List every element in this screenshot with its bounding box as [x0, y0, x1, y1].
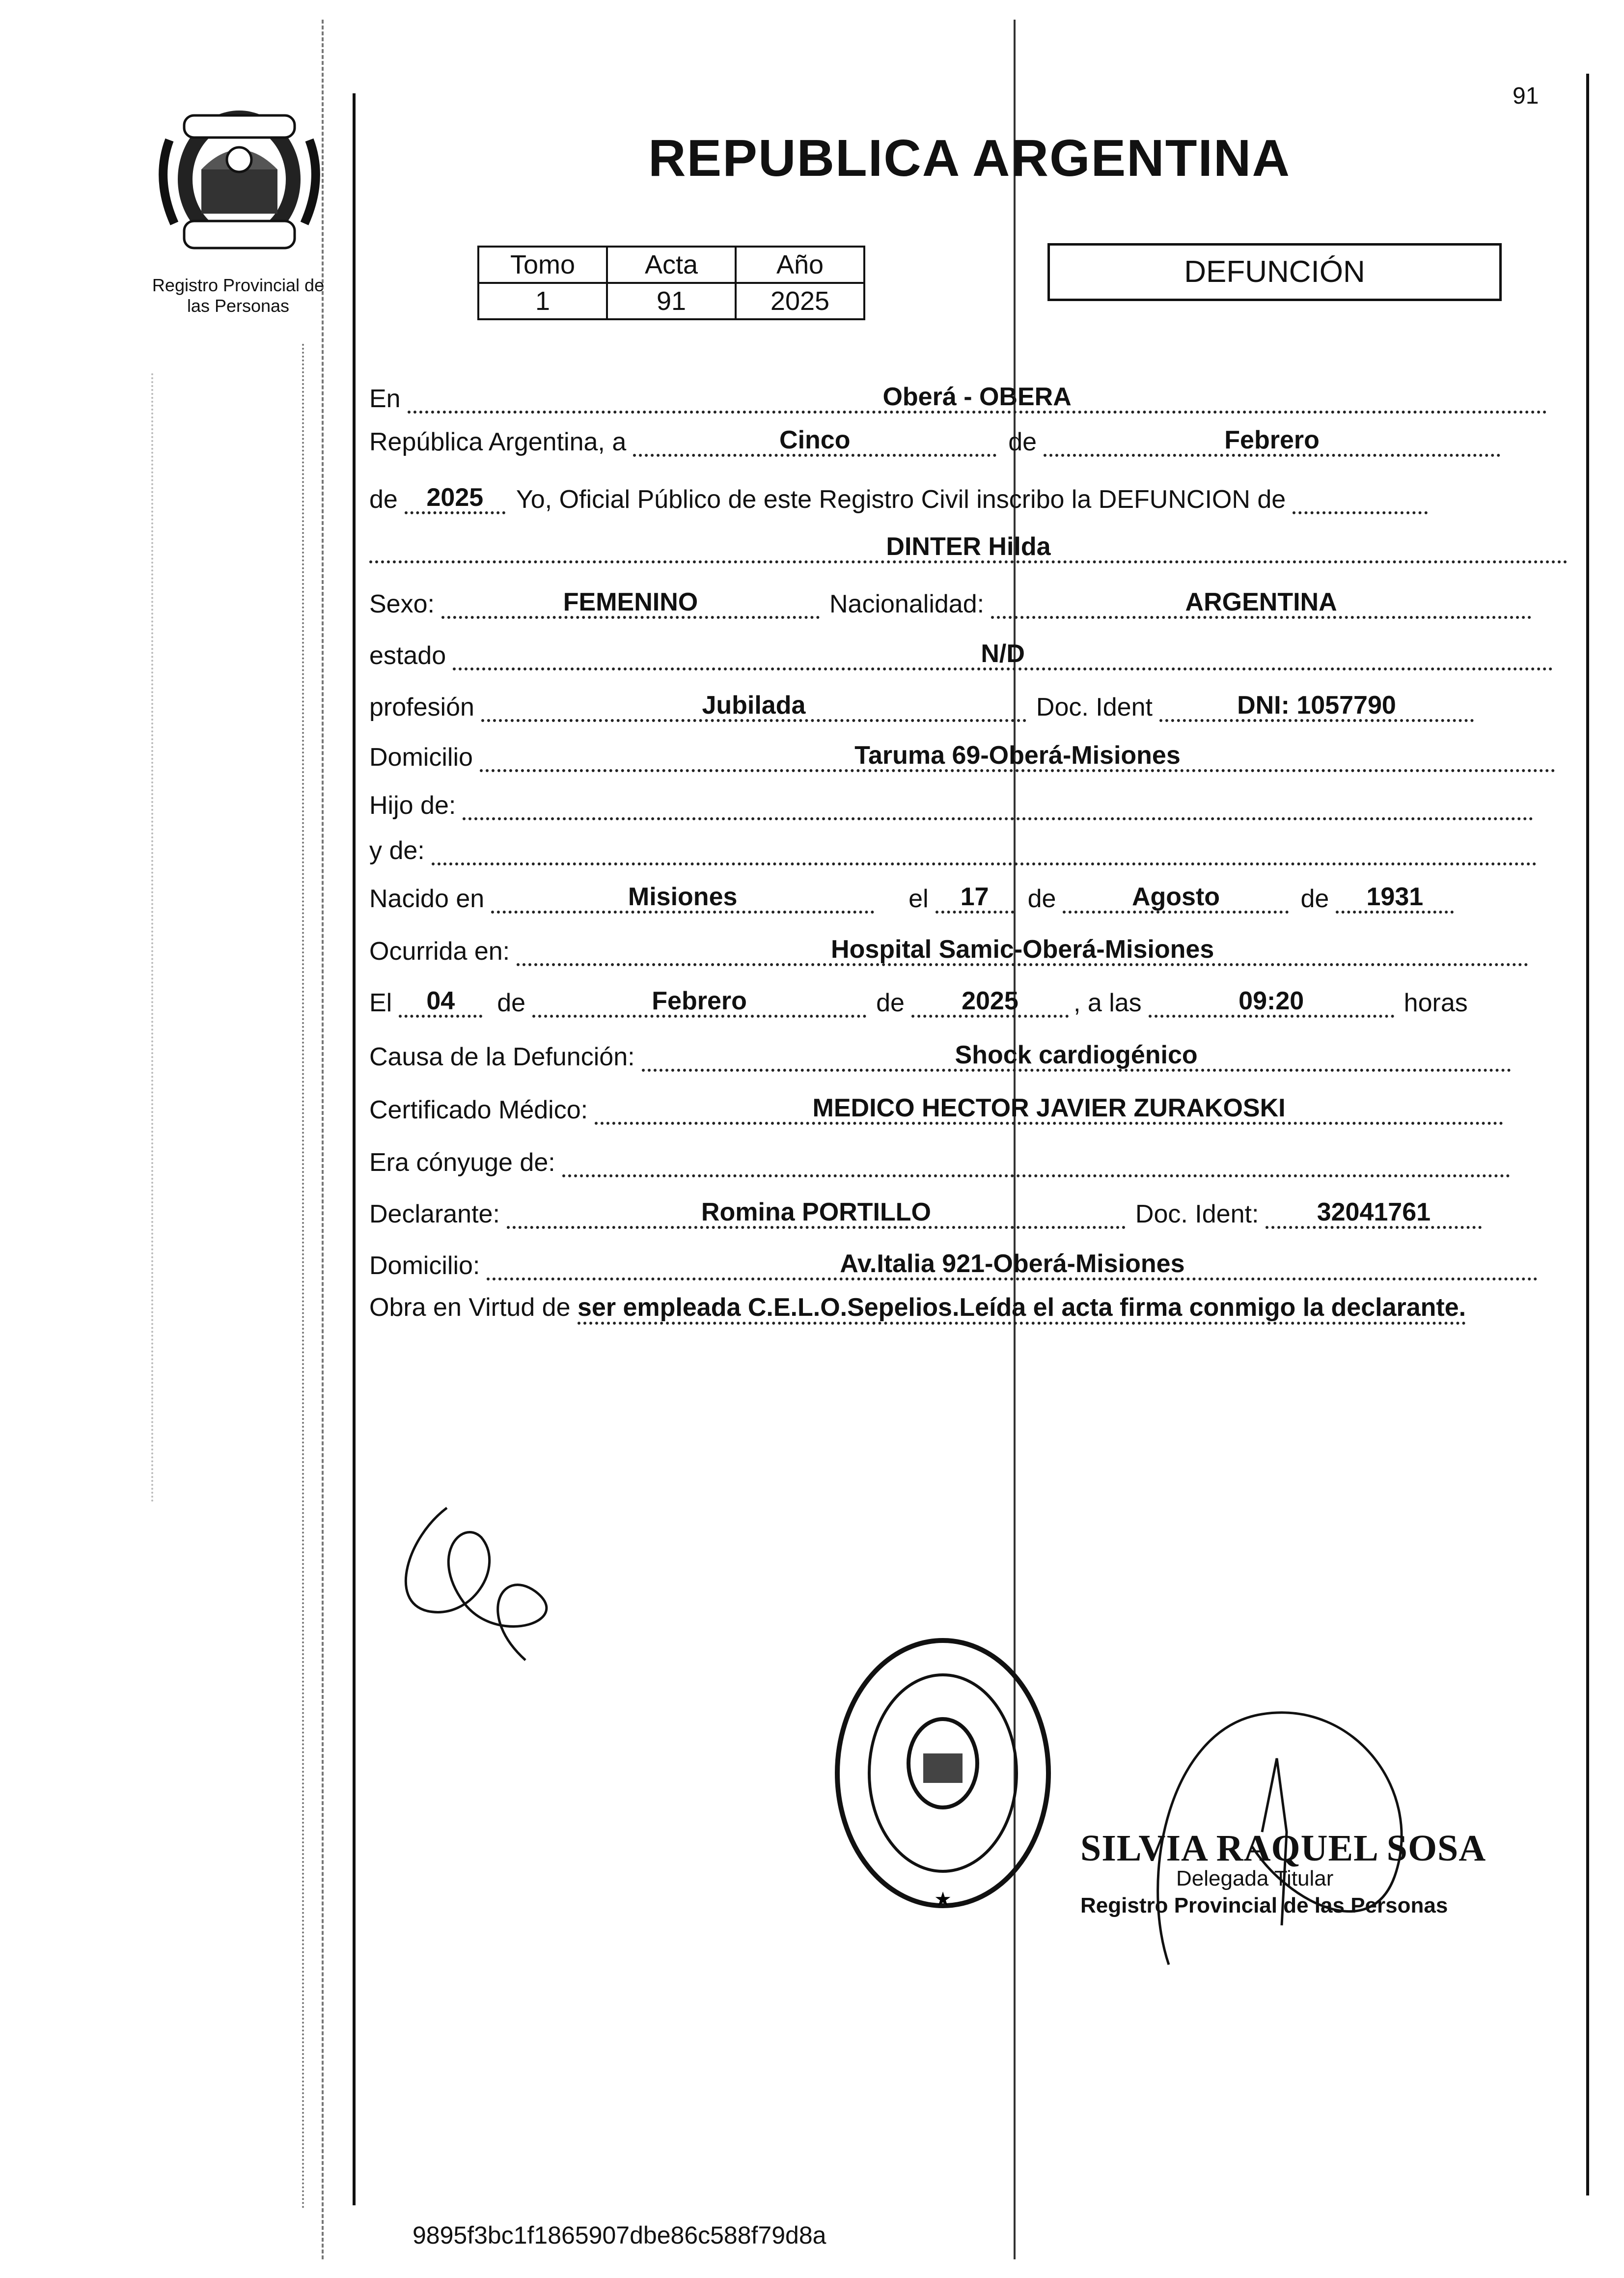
field-nac-dia: 17 [936, 883, 1014, 914]
row-domicilio [369, 742, 1555, 772]
field-hora: 09:20 [1149, 987, 1394, 1018]
field-def-dia: 04 [399, 987, 482, 1018]
field-yde [432, 835, 1537, 865]
page-number: 91 [1513, 83, 1539, 109]
row-causa [369, 1041, 1511, 1072]
registry-caption [133, 275, 344, 316]
row-fecha-inscripcion [369, 426, 1500, 457]
label-profesion: profesión [369, 693, 474, 722]
label-de-anio: de [369, 485, 398, 514]
field-sexo: FEMENINO [441, 588, 820, 619]
record-value-acta: 91 [607, 283, 736, 319]
label-de: de [1008, 428, 1037, 456]
label-alas: , a las [1073, 989, 1142, 1017]
declarant-signature [388, 1498, 663, 1685]
label-en: En [369, 385, 401, 413]
label-de-nac: de [1027, 885, 1056, 913]
label-de-nac2: de [1300, 885, 1329, 913]
province-emblem [155, 96, 324, 273]
text-yo: Yo, Oficial Público de este Registro Civil inscribo la DEFUNCION de [516, 485, 1286, 514]
field-obra: ser empleada C.E.L.O.Sepelios.Leída el acta firma conmigo la declarante. [578, 1293, 1466, 1325]
left-border-line [353, 93, 356, 2205]
field-def-mes: Febrero [532, 987, 866, 1018]
record-header-acta: Acta [607, 247, 736, 283]
field-ocurrida: Hospital Samic-Oberá-Misiones [517, 936, 1528, 966]
row-decl-domicilio [369, 1250, 1538, 1280]
row-yo [369, 484, 1428, 514]
field-causa: Shock cardiogénico [642, 1041, 1511, 1072]
label-ocurrida: Ocurrida en: [369, 937, 510, 966]
field-nac-mes: Agosto [1063, 883, 1289, 914]
registry-caption-line1: Registro Provincial de [152, 275, 325, 295]
label-estado: estado [369, 641, 446, 670]
row-nombre [369, 533, 1568, 563]
row-conyuge [369, 1147, 1510, 1177]
field-doc-ident: DNI: 1057790 [1159, 692, 1474, 722]
label-causa: Causa de la Defunción: [369, 1043, 635, 1071]
row-obra [369, 1292, 1568, 1323]
field-yo-fill [1293, 484, 1428, 514]
label-domicilio: Domicilio [369, 743, 473, 772]
field-dia: Cinco [633, 426, 996, 457]
field-hijo [463, 790, 1533, 820]
label-nacionalidad: Nacionalidad: [829, 590, 985, 618]
record-value-tomo: 1 [478, 283, 607, 319]
row-profesion [369, 692, 1474, 722]
row-hijo [369, 790, 1533, 820]
label-decl-domicilio: Domicilio: [369, 1251, 480, 1280]
record-value-anio: 2025 [736, 283, 864, 319]
field-declarante: Romina PORTILLO [507, 1198, 1126, 1229]
field-anio: 2025 [405, 484, 505, 514]
label-de-def2: de [876, 989, 905, 1017]
label-yde: y de: [369, 836, 425, 865]
label-republica: República Argentina, a [369, 428, 627, 456]
field-def-anio: 2025 [911, 987, 1069, 1018]
label-el: el [908, 885, 929, 913]
row-en [369, 383, 1547, 414]
field-en: Oberá - OBERA [408, 383, 1547, 414]
field-profesion: Jubilada [481, 692, 1026, 722]
document-type-box: DEFUNCIÓN [1047, 243, 1502, 301]
registry-stamp [830, 1631, 1056, 1916]
label-hijo: Hijo de: [369, 791, 456, 820]
field-decl-doc: 32041761 [1266, 1198, 1482, 1229]
field-certificado: MEDICO HECTOR JAVIER ZURAKOSKI [595, 1094, 1503, 1125]
perforation-line [151, 373, 153, 1503]
record-header-anio: Año [736, 247, 864, 283]
label-horas: horas [1404, 989, 1468, 1017]
field-nacionalidad: ARGENTINA [991, 588, 1531, 619]
field-decl-domicilio: Av.Italia 921-Oberá-Misiones [487, 1250, 1538, 1280]
row-declarante [369, 1198, 1482, 1229]
document-hash: 9895f3bc1f1865907dbe86c588f79d8a [413, 2222, 826, 2249]
registry-caption-line2: las Personas [187, 296, 290, 316]
field-nombre: DINTER Hilda [369, 533, 1568, 563]
label-el2: El [369, 989, 392, 1017]
label-declarante: Declarante: [369, 1200, 500, 1228]
page-title: REPUBLICA ARGENTINA [648, 129, 1291, 187]
row-fecha-defuncion [369, 987, 1475, 1018]
perforation-line [322, 20, 324, 2259]
official-name: SILVIA RAQUEL SOSA [1080, 1828, 1486, 1869]
row-ocurrida [369, 936, 1528, 966]
field-estado: N/D [453, 640, 1553, 670]
field-nacido: Misiones [491, 883, 874, 914]
row-certificado [369, 1094, 1503, 1125]
label-conyuge: Era cónyuge de: [369, 1148, 555, 1177]
record-header-tomo: Tomo [478, 247, 607, 283]
row-nacido [369, 883, 1454, 914]
label-certificado: Certificado Médico: [369, 1096, 588, 1124]
label-decl-doc: Doc. Ident: [1135, 1200, 1259, 1228]
field-domicilio: Taruma 69-Oberá-Misiones [480, 742, 1555, 772]
label-de-def: de [497, 989, 526, 1017]
official-org: Registro Provincial de las Personas [1080, 1893, 1448, 1917]
svg-text:★: ★ [934, 1888, 952, 1911]
label-sexo: Sexo: [369, 590, 435, 618]
official-role: Delegada Titular [1176, 1866, 1334, 1890]
perforation-line [302, 344, 304, 2210]
record-table [477, 246, 865, 320]
field-mes: Febrero [1044, 426, 1500, 457]
row-estado [369, 640, 1553, 670]
field-conyuge [562, 1147, 1510, 1177]
row-sexo [369, 588, 1531, 619]
row-yde [369, 835, 1537, 865]
label-doc-ident: Doc. Ident [1036, 693, 1153, 722]
label-nacido: Nacido en [369, 885, 485, 913]
field-nac-anio: 1931 [1336, 883, 1454, 914]
label-obra: Obra en Virtud de [369, 1293, 571, 1322]
center-fold-line [1014, 20, 1016, 2259]
right-border-line [1586, 74, 1589, 2195]
